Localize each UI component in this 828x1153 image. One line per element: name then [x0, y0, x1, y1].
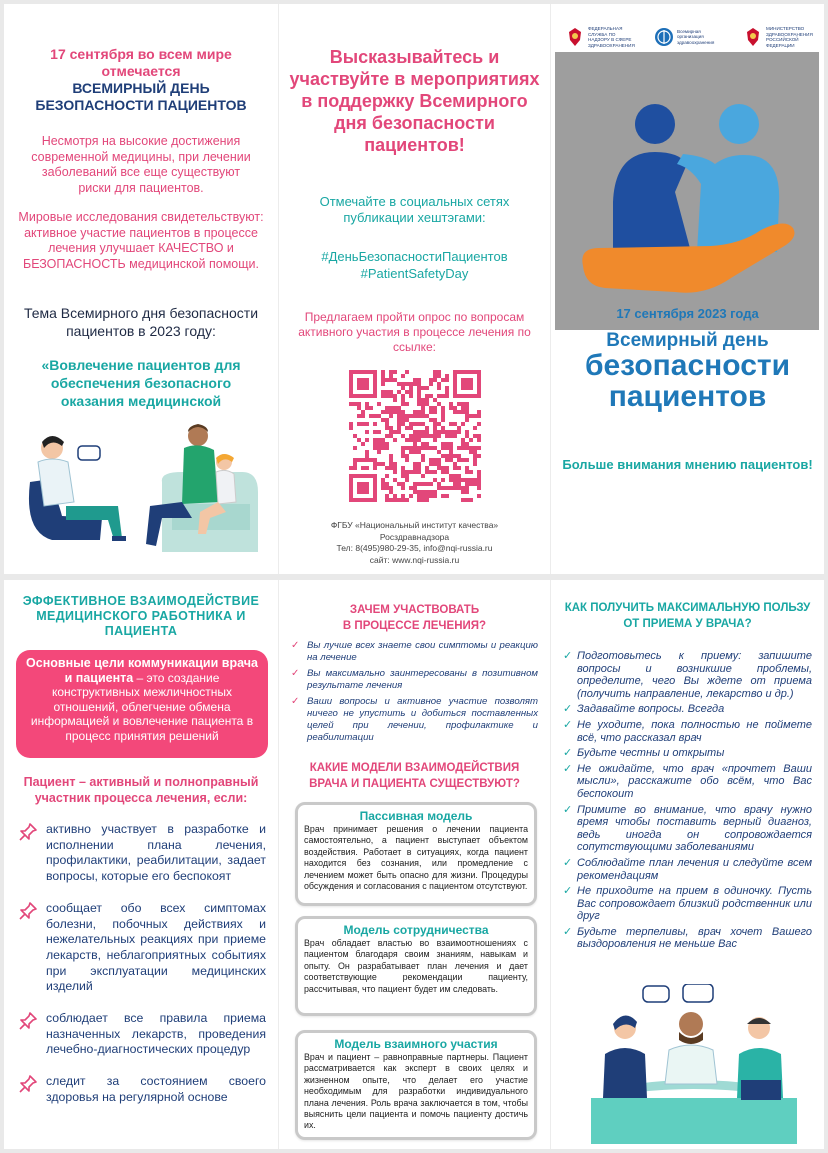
social-networks-text: Отмечайте в социальных сетях публикации хештэгами:: [319, 194, 510, 225]
tip-text: Не приходите на прием в одиночку. Пусть Вас сопровождает близкий родственник или друг: [577, 885, 812, 923]
communication-goals-text: – это создание конструктивных межличностных отношений, облегчение обмена информацией и вовлечение пациента в процесс принятия решений: [30, 670, 254, 743]
active-patient-item-text: соблюдает все правила приема назначенных лекарств, проведения лечебно-диагностических процедур: [46, 1011, 266, 1057]
interaction-heading: ЭФФЕКТИВНОЕ ВЗАИМОДЕЙСТВИЕ МЕДИЦИНСКОГО РАБОТНИКА И ПАЦИЕНТА: [22, 594, 260, 638]
partner-logos: [565, 24, 814, 50]
tips-list: [563, 650, 812, 954]
logo-who-text: Всемирная организация здравоохранения: [677, 28, 715, 45]
consultation-illustration: [591, 984, 797, 1144]
list-item: [563, 650, 812, 700]
list-item: [16, 822, 266, 885]
panel-cover: [551, 4, 824, 574]
logo-minzdrav-text: МИНИСТЕРСТВО ЗДРАВООХРАНЕНИЯ РОССИЙСКОЙ ФЕДЕРАЦИИ: [766, 26, 813, 48]
intro-heading-line2: отмечается: [101, 63, 181, 79]
org-phone-email[interactable]: Тел: 8(495)980-29-35, info@nqi-russia.ru: [336, 543, 493, 553]
pushpin-icon: [18, 1074, 38, 1094]
panel-effective-interaction: [4, 580, 279, 1149]
why-participate-heading: [289, 602, 540, 634]
tip-text: Не ожидайте, что врач «прочтет Ваши мысли», расскажите обо всём, что Вас беспокоит: [577, 762, 812, 800]
checkmark-icon: ✓: [563, 650, 573, 662]
checkmark-icon: ✓: [563, 703, 573, 716]
communication-goals-box: [16, 650, 268, 758]
event-date: 17 сентября 2023 года: [616, 306, 759, 321]
theme-quote: «Вовлечение пациентов для обеспечения безопасного оказания медицинской: [41, 357, 241, 409]
checkmark-icon: ✓: [563, 856, 573, 869]
who-logo: [654, 27, 725, 47]
tip-text: Соблюдайте план лечения и следуйте всем рекомендациям: [577, 856, 812, 882]
checkmark-icon: ✓: [563, 747, 573, 760]
tip-text: Будьте честны и открыты: [577, 747, 725, 760]
list-item: [563, 804, 812, 854]
tip-text: Подготовьтесь к приему: запишите вопросы и возникшие проблемы, определите, чего Вы ждете от приема (получить направление, лекарство и др.): [577, 650, 812, 700]
intro-heading-line3: ВСЕМИРНЫЙ ДЕНЬ: [72, 80, 210, 96]
who-emblem-icon: [654, 27, 674, 47]
minzdrav-logo: [743, 26, 814, 48]
list-item: [563, 885, 812, 923]
list-item: [291, 668, 538, 692]
cover-title-line1: Всемирный день: [606, 330, 769, 351]
panel-participate: [279, 4, 551, 574]
cover-slogan: Больше внимания мнению пациентов!: [562, 457, 813, 472]
hashtags: [293, 248, 536, 282]
models-heading-line1: КАКИЕ МОДЕЛИ ВЗАИМОДЕЙСТВИЯ: [309, 762, 520, 774]
checkmark-icon: ✓: [563, 925, 573, 938]
brochure-outer-side: [4, 4, 824, 574]
model-description: Врач и пациент – равноправные партнеры. Пациент рассматривается как эксперт в своих целях и жизненном опыте, что делает его участие необходимым для разработки индивидуального плана лечения. Роль врача заключается в том, чтобы выяснить цели пациента и помочь пациенту достичь их.: [304, 1052, 528, 1131]
active-patient-item-text: следит за состоянием своего здоровья на регулярной основе: [46, 1074, 266, 1104]
model-card-passive: [295, 802, 537, 906]
active-patient-item-text: сообщает обо всех симптомах болезни, побочных действиях и нежелательных реакциях при приеме лекарств, неблагоприятных событиях при эксплуатации медицинских изделий: [46, 900, 266, 994]
why-item-text: Вы максимально заинтересованы в позитивном результате лечения: [307, 668, 538, 691]
tips-heading-line2: ОТ ПРИЕМА У ВРАЧА?: [623, 618, 752, 630]
intro-paragraph-research: Мировые исследования свидетельствуют: активное участие пациентов в процессе лечения улучшает КАЧЕСТВО и БЕЗОПАСНОСТЬ медицинской помощи.: [18, 210, 264, 271]
panel-world-day-intro: [4, 4, 279, 574]
panel-why-participate: [279, 580, 551, 1149]
intro-heading-line1: 17 сентября во всем мире: [50, 46, 232, 62]
checkmark-icon: ✓: [563, 885, 573, 898]
active-patient-list: [16, 822, 266, 1122]
checkmark-icon: ✓: [291, 668, 300, 679]
pushpin-icon: [18, 822, 38, 842]
roszdravnadzor-logo: [565, 26, 636, 48]
tips-heading-line1: КАК ПОЛУЧИТЬ МАКСИМАЛЬНУЮ ПОЛЬЗУ: [564, 602, 811, 614]
hashtag-en[interactable]: #PatientSafetyDay: [360, 266, 469, 281]
model-title: Модель взаимного участия: [334, 1037, 498, 1051]
checkmark-icon: ✓: [563, 803, 573, 816]
model-title: Модель сотрудничества: [343, 923, 489, 937]
eagle-emblem-icon: [743, 26, 763, 48]
checkmark-icon: ✓: [563, 718, 573, 731]
survey-qr-code[interactable]: [349, 370, 481, 502]
brochure-inner-side: [4, 580, 824, 1149]
list-item: [563, 926, 812, 951]
list-item: [563, 857, 812, 882]
why-participate-heading-line2: В ПРОЦЕССЕ ЛЕЧЕНИЯ?: [342, 620, 487, 632]
list-item: [563, 703, 812, 716]
organization-contacts: [289, 520, 540, 566]
list-item: [16, 1011, 266, 1058]
checkmark-icon: ✓: [563, 762, 573, 775]
org-parent: Росздравнадзора: [379, 531, 450, 542]
doctor-patient-illustration: [22, 422, 262, 562]
models-heading-line2: ВРАЧА И ПАЦИЕНТА СУЩЕСТВУЮТ?: [309, 778, 520, 790]
org-name: ФГБУ «Национальный институт качества»: [330, 520, 499, 530]
why-item-text: Ваши вопросы и активное участие позволят ничего не упустить и добиться поставленных целей при лечении, профилактике и реабилитации: [307, 696, 538, 743]
list-item: [291, 640, 538, 664]
model-card-cooperation: [295, 916, 537, 1016]
list-item: [16, 901, 266, 995]
tip-text: Задавайте вопросы. Всегда: [577, 703, 725, 716]
eagle-emblem-icon: [565, 26, 585, 48]
intro-heading-line4: БЕЗОПАСНОСТИ ПАЦИЕНТОВ: [35, 97, 247, 113]
checkmark-icon: ✓: [291, 640, 300, 651]
model-card-mutual: [295, 1030, 537, 1140]
hashtag-ru[interactable]: #ДеньБезопасностиПациентов: [321, 249, 508, 264]
checkmark-icon: ✓: [291, 696, 300, 707]
pushpin-icon: [18, 1011, 38, 1031]
communication-goals-title: Основные цели коммуникации врача и пациента: [26, 656, 258, 685]
cover-hero-illustration: [555, 52, 819, 330]
cover-title-line3: пациентов: [608, 380, 767, 413]
theme-label: Тема Всемирного дня безопасности пациентов в 2023 году:: [23, 305, 259, 339]
why-participate-list: [291, 640, 538, 748]
cover-title-line2: безопасности: [584, 349, 791, 382]
active-patient-heading: Пациент – активный и полноправный участник процесса лечения, если:: [23, 775, 259, 805]
list-item: [16, 1074, 266, 1105]
cover-title-main: [555, 350, 820, 412]
intro-heading: [14, 46, 268, 114]
org-website[interactable]: сайт: www.nqi-russia.ru: [369, 554, 460, 565]
survey-invitation: Предлагаем пройти опрос по вопросам активного участия в процессе лечения по ссылке:: [298, 310, 531, 354]
model-description: Врач обладает властью во взаимоотношениях с пациентом благодаря своим знаниям, навыкам и опыту. Он разрабатывает план лечения и дает соответствующие рекомендации пациенту, рассчитывая, что пациент будет им следовать.: [304, 938, 528, 994]
panel-appointment-tips: [551, 580, 824, 1149]
model-description: Врач принимает решения о лечении пациента самостоятельно, а пациент выступает объектом воздействия. Работает в ситуациях, когда пациент находится без сознания, или промедление с лечением может быть опасно для жизни. Процедуры обсуждения и согласования с пациентом отсутствуют.: [304, 824, 528, 892]
tip-text: Примите во внимание, что врачу нужно время чтобы поставить верный диагноз, ведь иногда он сопровождается сопутствующими заболеваниями: [577, 803, 812, 854]
list-item: [291, 696, 538, 744]
tip-text: Не уходите, пока полностью не поймете всё, что рассказал врач: [577, 718, 812, 744]
why-participate-heading-line1: ЗАЧЕМ УЧАСТВОВАТЬ: [349, 604, 480, 616]
tip-text: Будьте терпеливы, врач хочет Вашего выздоровления не меньше Вас: [577, 925, 812, 951]
active-patient-item-text: активно участвует в разработке и исполнении плана лечения, профилактики, реабилитации, задает вопросы, которые его беспокоят: [46, 822, 266, 884]
why-item-text: Вы лучше всех знаете свои симптомы и реакцию на лечение: [307, 640, 538, 663]
list-item: [563, 763, 812, 801]
logo-roszdravnadzor-text: ФЕДЕРАЛЬНАЯ СЛУЖБА ПО НАДЗОРУ В СФЕРЕ ЗДРАВООХРАНЕНИЯ: [588, 26, 635, 48]
participate-heading: Высказывайтесь и участвуйте в мероприятиях в поддержку Всемирного дня безопасности пациентов!: [289, 47, 540, 155]
model-title: Пассивная модель: [359, 809, 473, 823]
tips-heading: [559, 600, 816, 632]
pushpin-icon: [18, 901, 38, 921]
list-item: [563, 747, 812, 760]
models-heading: [289, 760, 540, 792]
list-item: [563, 719, 812, 744]
intro-paragraph-risks: Несмотря на высокие достижения современной медицины, при лечении заболеваний все еще существуют риски для пациентов.: [31, 134, 251, 195]
